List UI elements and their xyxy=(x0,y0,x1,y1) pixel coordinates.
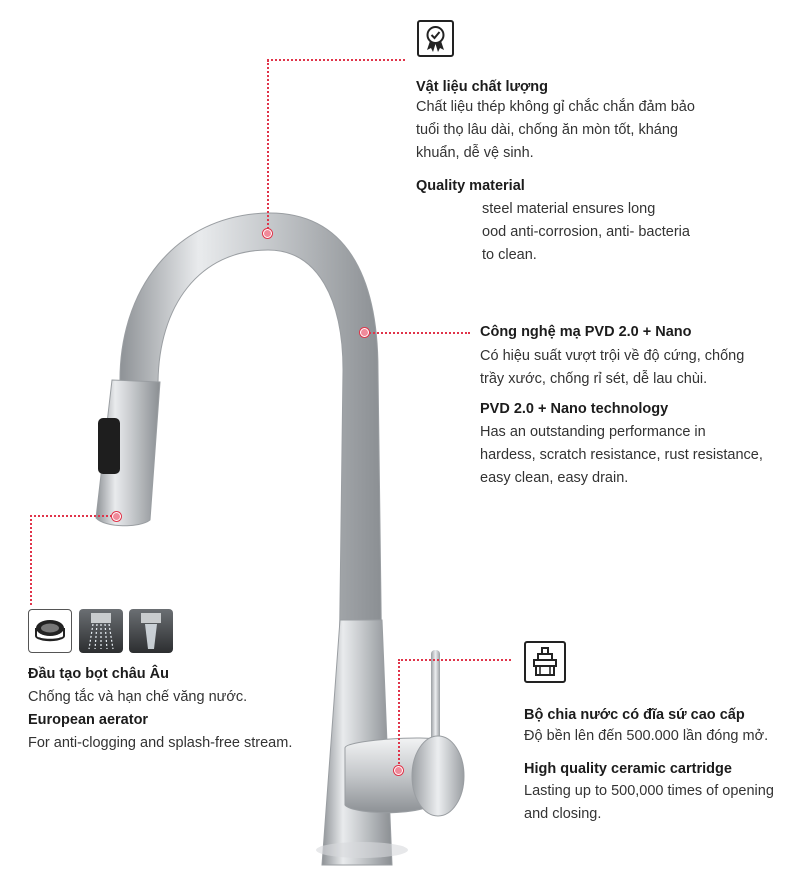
spray-mode-icon xyxy=(79,609,123,653)
callout-line-quality-v xyxy=(267,60,269,232)
marker-pvd xyxy=(360,328,369,337)
cartridge-desc-en: Lasting up to 500,000 times of opening and closing. xyxy=(524,783,774,822)
marker-aerator xyxy=(112,512,121,521)
aerator-desc-vi: Chống tắc và hạn chế văng nước. xyxy=(28,689,248,705)
pvd-desc-en: Has an outstanding performance in hardess, scratch resistance, rust resistance, easy clean, easy drain. xyxy=(480,424,763,486)
callout-line-pvd xyxy=(366,332,470,334)
quality-title-en: Quality material xyxy=(416,178,525,194)
marker-cartridge xyxy=(394,766,403,775)
marker-quality xyxy=(263,229,272,238)
cartridge-title-en: High quality ceramic cartridge xyxy=(524,761,732,777)
lever-stem xyxy=(431,650,440,750)
quality-desc-en: steel material ensures long ood anti-corrosion, anti- bacteria to clean. xyxy=(482,201,690,263)
callout-line-quality-h xyxy=(267,59,405,61)
aerator-desc-en: For anti-clogging and splash-free stream. xyxy=(28,735,293,751)
cartridge-title-vi: Bộ chia nước có đĩa sứ cao cấp xyxy=(524,707,745,723)
callout-line-cartridge-v xyxy=(398,659,400,767)
aerator-title-en: European aerator xyxy=(28,712,149,728)
spray-button xyxy=(98,418,120,474)
quality-desc-vi: Chất liệu thép không gỉ chắc chắn đảm bảo tuổi thọ lâu dài, chống ăn mòn tốt, kháng khuẩn, dễ vệ sinh. xyxy=(416,99,695,161)
pvd-title-en: PVD 2.0 + Nano technology xyxy=(480,401,669,417)
aerator-title-vi: Đầu tạo bọt châu Âu xyxy=(28,666,169,682)
callout-line-cartridge-h xyxy=(398,659,511,661)
stream-mode-icon xyxy=(129,609,173,653)
callout-line-aerator-v xyxy=(30,515,32,605)
pvd-title-vi: Công nghệ mạ PVD 2.0 + Nano xyxy=(480,324,692,340)
callout-line-aerator-h xyxy=(30,515,116,517)
quality-title-vi: Vật liệu chất lượng xyxy=(416,79,548,95)
lever-cap xyxy=(412,736,464,816)
pvd-desc-vi: Có hiệu suất vượt trội về độ cứng, chống trầy xước, chống rỉ sét, dễ lau chùi. xyxy=(480,348,745,387)
aerator-head-icon xyxy=(28,609,72,653)
cartridge-icon xyxy=(524,641,566,683)
award-badge-icon xyxy=(417,20,454,57)
cartridge-desc-vi: Độ bền lên đến 500.000 lần đóng mở. xyxy=(524,728,769,744)
